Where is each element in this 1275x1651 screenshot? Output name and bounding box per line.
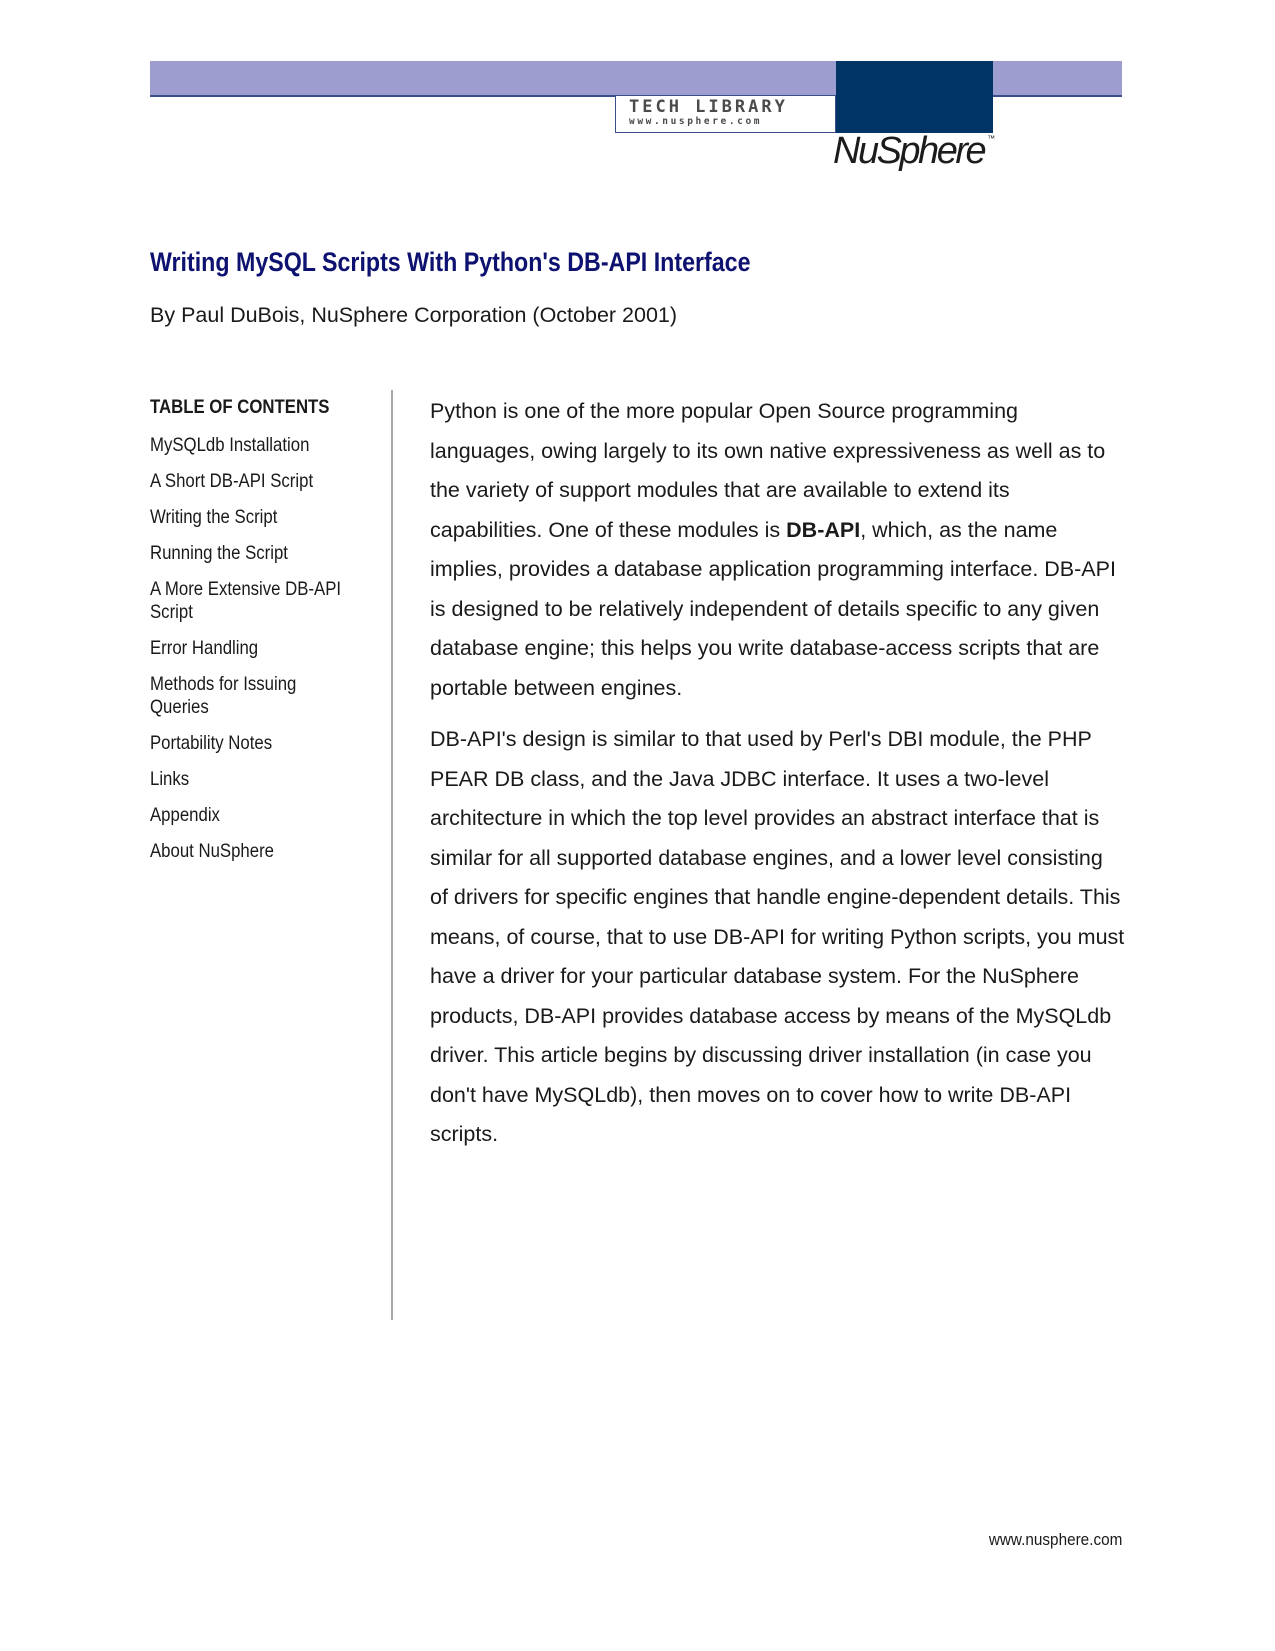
- tech-library-badge: [615, 95, 836, 133]
- toc-list: [150, 434, 370, 863]
- toc-item-appendix[interactable]: Appendix: [150, 804, 220, 826]
- toc-item-error-handling[interactable]: Error Handling: [150, 637, 259, 659]
- toc-heading: TABLE OF CONTENTS: [150, 396, 330, 418]
- toc-item-writing-script[interactable]: Writing the Script: [150, 506, 278, 528]
- table-of-contents: [150, 396, 370, 876]
- page-title: Writing MySQL Scripts With Python's DB-API Interface: [150, 247, 751, 277]
- toc-item-mysqldb-installation[interactable]: MySQLdb Installation: [150, 434, 310, 456]
- toc-item-about-nusphere[interactable]: About NuSphere: [150, 840, 275, 862]
- toc-item-running-script[interactable]: Running the Script: [150, 542, 288, 564]
- column-divider: [391, 390, 393, 1320]
- toc-item-issuing-queries[interactable]: Methods for Issuing Queries: [150, 673, 297, 718]
- toc-item-portability-notes[interactable]: Portability Notes: [150, 732, 273, 754]
- logo-trademark: ™: [987, 134, 996, 143]
- tech-library-url: www.nusphere.com: [629, 116, 763, 127]
- article-body: [430, 392, 1125, 1167]
- byline: By Paul DuBois, NuSphere Corporation (October 2001): [150, 303, 678, 327]
- p1-text-end: , which, as the name implies, provides a database application programming interface. DB-API is designed to be relatively independent of details specific to any given database engine; this helps you write database-access scripts that are portable between engines.: [430, 517, 1116, 700]
- footer-url[interactable]: www.nusphere.com: [988, 1530, 1122, 1549]
- paragraph-2: DB-API's design is similar to that used by Perl's DBI module, the PHP PEAR DB class, and the Java JDBC interface. It uses a two-level architecture in which the top level provides an abstract interface that is similar for all supported database engines, and a lower level consisting of drivers for specific engines that handle engine-dependent details. This means, of course, that to use DB-API for writing Python scripts, you must have a driver for your particular database system. For the NuSphere products, DB-API provides database access by means of the MySQLdb driver. This article begins by discussing driver installation (in case you don't have MySQLdb), then moves on to cover how to write DB-API scripts.: [430, 727, 1125, 1146]
- db-api-term: DB-API: [786, 517, 861, 542]
- toc-item-extensive-script[interactable]: A More Extensive DB-API Script: [150, 578, 342, 623]
- logo-block: [836, 61, 993, 133]
- toc-item-short-script[interactable]: A Short DB-API Script: [150, 470, 314, 492]
- logo-text: NuSphere: [833, 130, 985, 172]
- tech-library-label: TECH LIBRARY: [629, 97, 788, 117]
- p1-text-start: Python is one of the more popular Open Source programming languages, owing largely to its own native expressiveness as well as to the variety of support modules that are available to extend its capabilities. One of these modules is: [430, 399, 1106, 542]
- toc-item-links[interactable]: Links: [150, 768, 190, 790]
- nusphere-logo: [833, 130, 995, 173]
- paragraph-1: [430, 392, 1125, 708]
